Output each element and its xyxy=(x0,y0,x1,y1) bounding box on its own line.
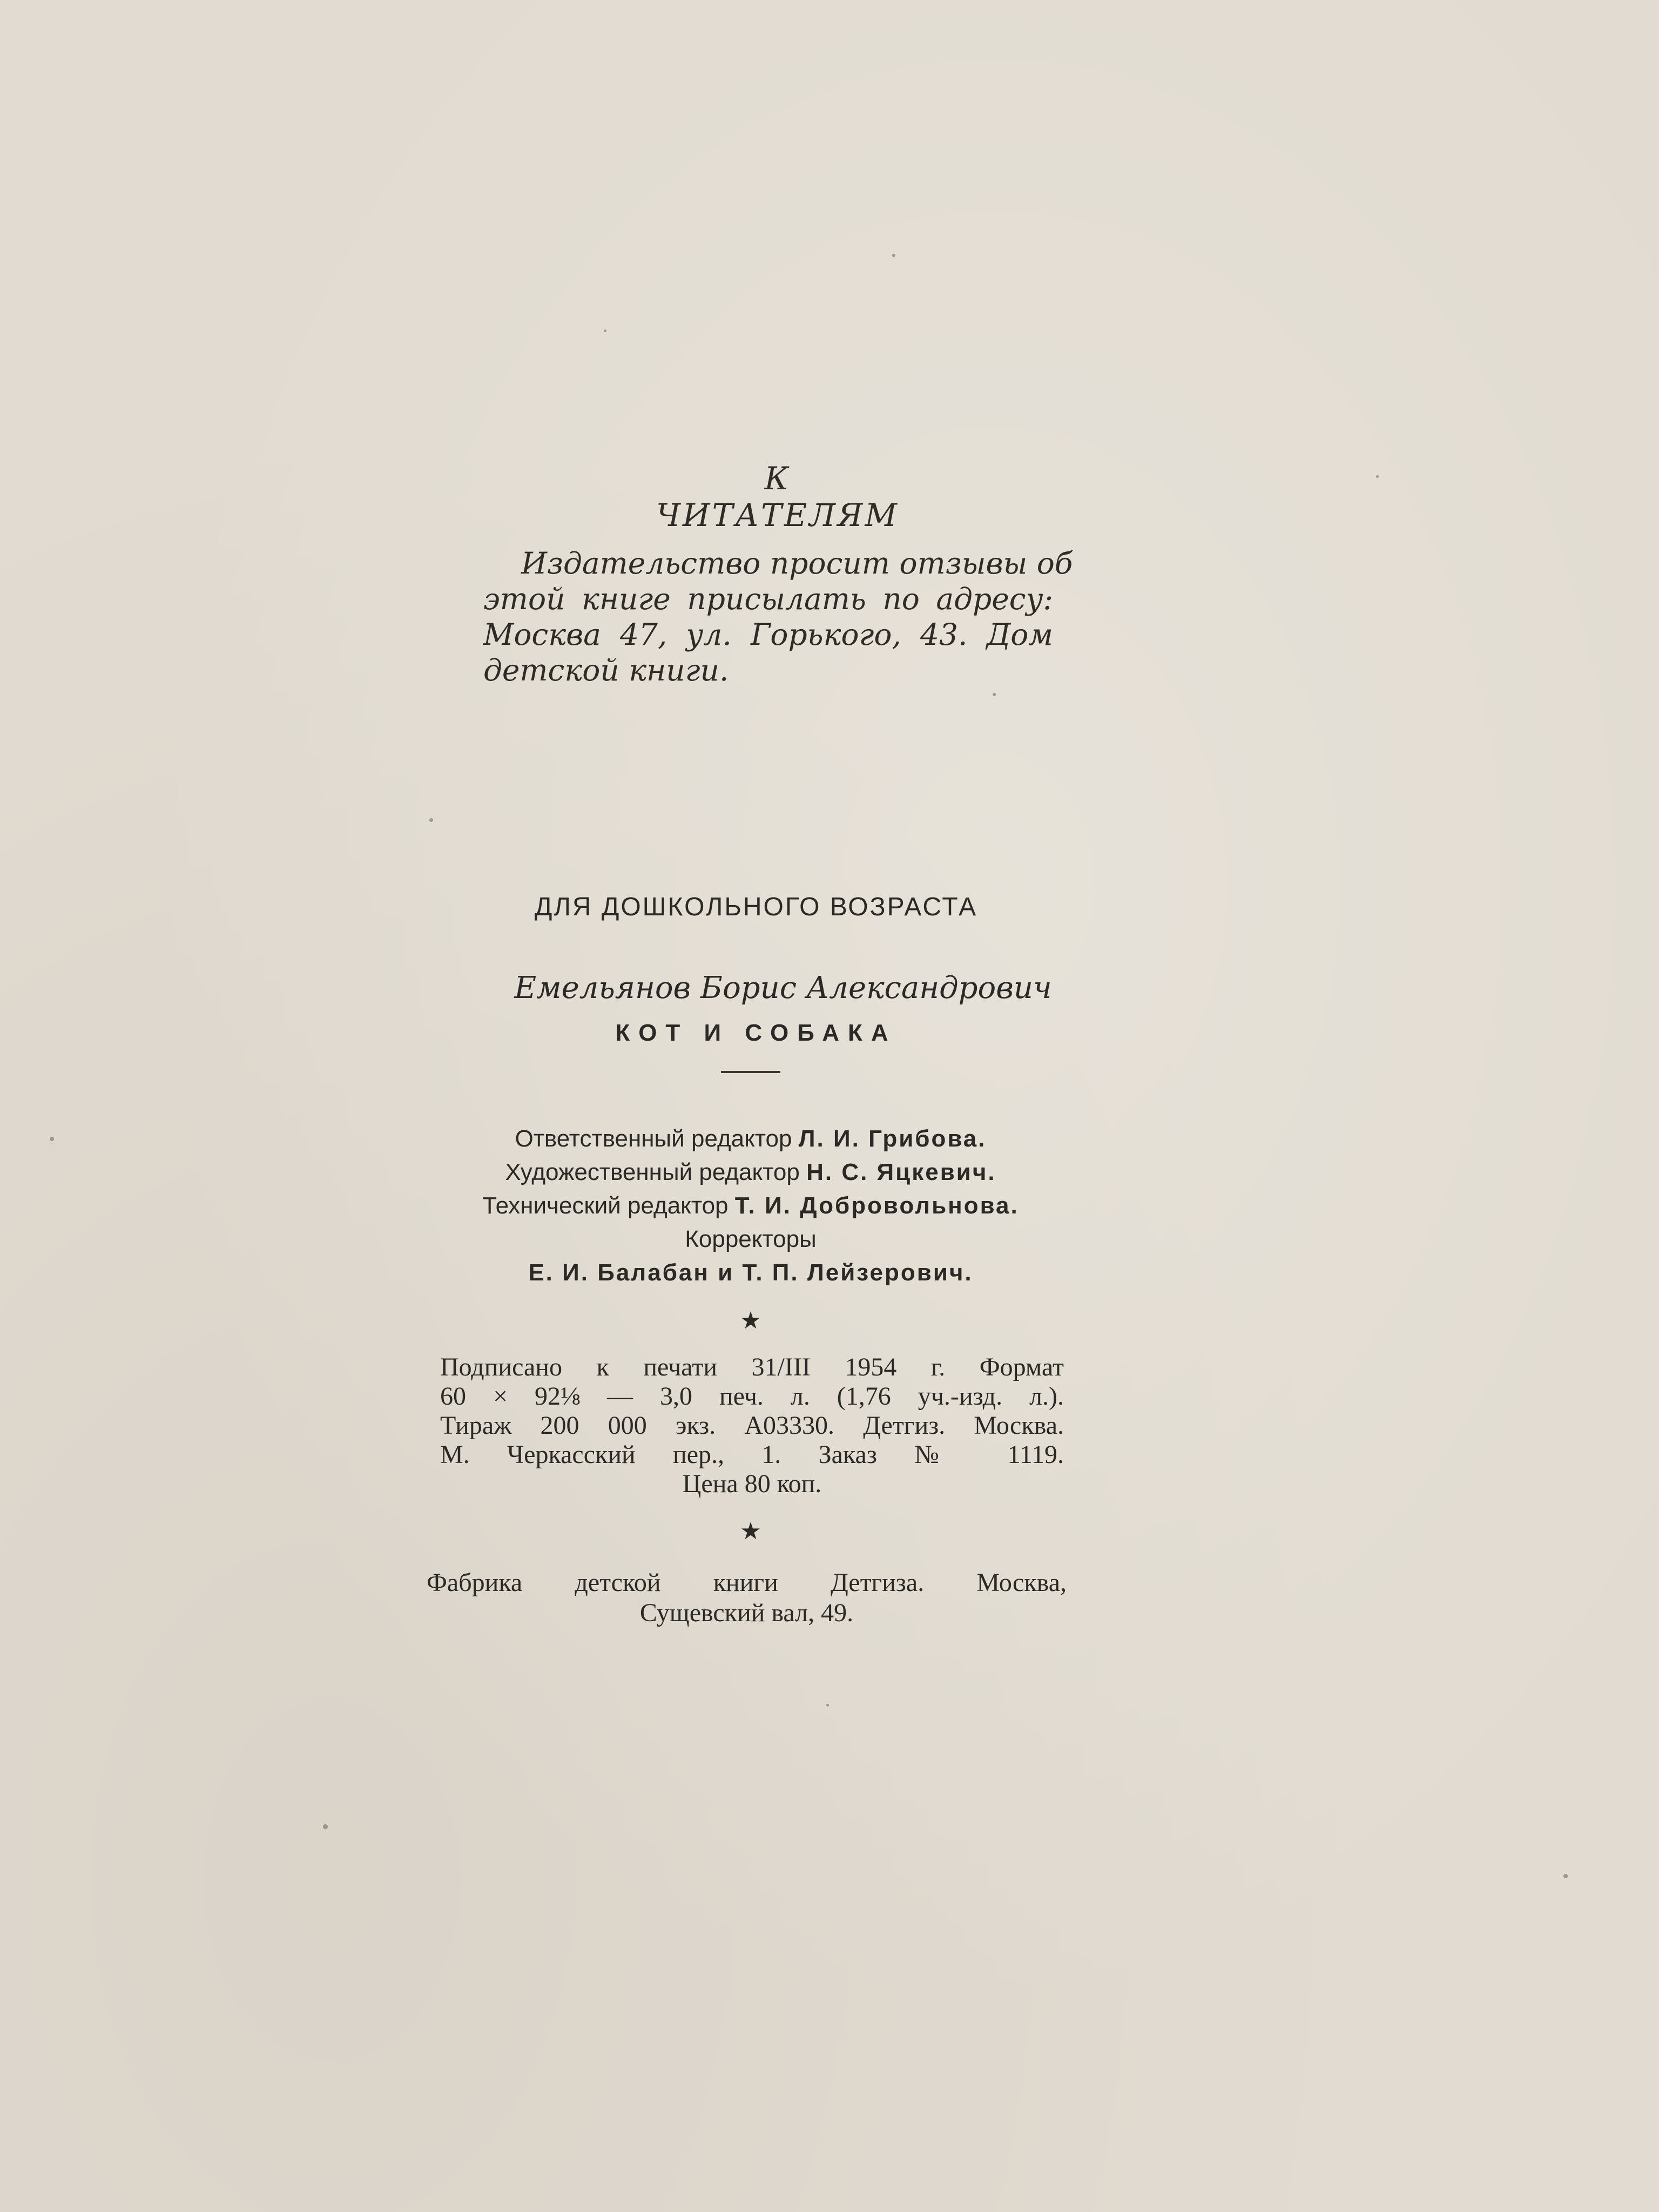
imprint-line: 60 × 92⅛ — 3,0 печ. л. (1,76 уч.-изд. л.). xyxy=(440,1382,1064,1411)
credit-responsible-editor xyxy=(421,1122,1080,1156)
to-readers-notice xyxy=(483,545,1073,688)
book-title: КОТ И СОБАКА xyxy=(615,1020,897,1046)
to-readers-heading: К ЧИТАТЕЛЯМ xyxy=(656,460,899,534)
paper-speck xyxy=(429,818,433,822)
notice-line: Издательство просит отзывы об xyxy=(521,546,1073,581)
paper-speck xyxy=(892,254,895,257)
credit-role: Технический редактор xyxy=(482,1192,729,1219)
title-rule xyxy=(721,1071,780,1073)
credit-person: Е. И. Балабан и Т. П. Лейзерович. xyxy=(528,1259,973,1286)
star-separator: ★ xyxy=(740,1518,761,1545)
credit-role: Ответственный редактор xyxy=(515,1125,792,1152)
paper-speck xyxy=(604,329,606,332)
print-imprint xyxy=(440,1353,1064,1499)
star-separator: ★ xyxy=(740,1307,761,1334)
credit-person: Т. И. Добровольнова. xyxy=(734,1192,1019,1219)
credit-tech-editor xyxy=(421,1189,1080,1223)
factory-address xyxy=(427,1568,1067,1628)
notice-line: Москва 47, ул. Горького, 43. Дом xyxy=(483,617,1053,652)
credit-person: Н. С. Яцкевич. xyxy=(806,1159,996,1185)
author-name: Емельянов Борис Александрович xyxy=(514,970,1052,1006)
paper-speck xyxy=(993,693,996,696)
credit-role: Художественный редактор xyxy=(505,1159,800,1185)
paper-speck xyxy=(50,1137,54,1141)
notice-line: этой книге присылать по адресу: xyxy=(483,582,1053,616)
imprint-line: Тираж 200 000 экз. А03330. Детгиз. Москва. xyxy=(440,1411,1064,1440)
credits xyxy=(421,1122,1080,1290)
credit-person: Л. И. Грибова. xyxy=(798,1125,987,1152)
notice-line: детской книги. xyxy=(483,653,729,687)
credit-proofreaders-names xyxy=(421,1256,1080,1290)
paper-speck xyxy=(1563,1874,1568,1878)
factory-line: Фабрика детской книги Детгиза. Москва, xyxy=(427,1568,1067,1597)
paper-speck xyxy=(1376,475,1379,478)
factory-line: Сущевский вал, 49. xyxy=(639,1599,854,1627)
credit-art-editor xyxy=(421,1156,1080,1189)
imprint-line: Подписано к печати 31/III 1954 г. Формат xyxy=(440,1353,1064,1381)
credit-proofreaders-role: Корректоры xyxy=(685,1226,817,1252)
paper-speck xyxy=(323,1824,328,1829)
imprint-price: Цена 80 коп. xyxy=(682,1469,822,1498)
age-group: ДЛЯ ДОШКОЛЬНОГО ВОЗРАСТА xyxy=(534,893,978,921)
paper-speck xyxy=(826,1704,829,1707)
imprint-line: М. Черкасский пер., 1. Заказ № 1119. xyxy=(440,1440,1064,1469)
